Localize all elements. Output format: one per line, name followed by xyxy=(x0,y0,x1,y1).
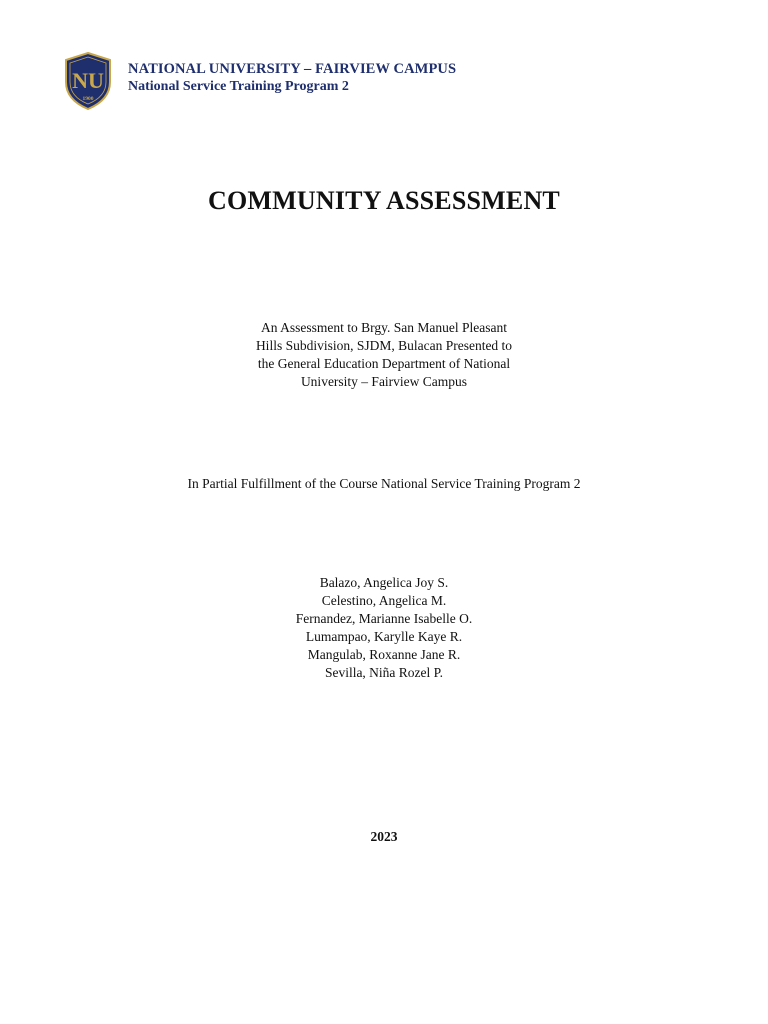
nu-shield-logo-icon xyxy=(64,52,112,110)
author-name: Balazo, Angelica Joy S. xyxy=(319,575,449,590)
logo-year: 1900 xyxy=(82,96,94,102)
author-name: Fernandez, Marianne Isabelle O. xyxy=(295,611,473,626)
logo-letters: NU xyxy=(72,68,104,93)
subtitle-line: the General Education Department of National xyxy=(257,356,511,371)
document-subtitle xyxy=(0,319,768,391)
document-header xyxy=(64,52,456,110)
author-name: Celestino, Angelica M. xyxy=(321,593,447,608)
header-text xyxy=(128,60,456,96)
fulfillment-statement: In Partial Fulfillment of the Course National Service Training Program 2 xyxy=(187,476,581,491)
program-name: National Service Training Program 2 xyxy=(128,79,349,94)
author-name: Lumampao, Karylle Kaye R. xyxy=(305,629,463,644)
author-name: Sevilla, Niña Rozel P. xyxy=(324,665,444,680)
document-title: COMMUNITY ASSESSMENT xyxy=(208,186,560,215)
subtitle-line: University – Fairview Campus xyxy=(300,374,468,389)
university-name: NATIONAL UNIVERSITY – FAIRVIEW CAMPUS xyxy=(128,61,457,77)
author-list xyxy=(0,574,768,682)
subtitle-line: Hills Subdivision, SJDM, Bulacan Presented to xyxy=(255,338,513,353)
author-name: Mangulab, Roxanne Jane R. xyxy=(307,647,461,662)
subtitle-line: An Assessment to Brgy. San Manuel Pleasant xyxy=(261,320,507,335)
document-year: 2023 xyxy=(370,829,398,844)
